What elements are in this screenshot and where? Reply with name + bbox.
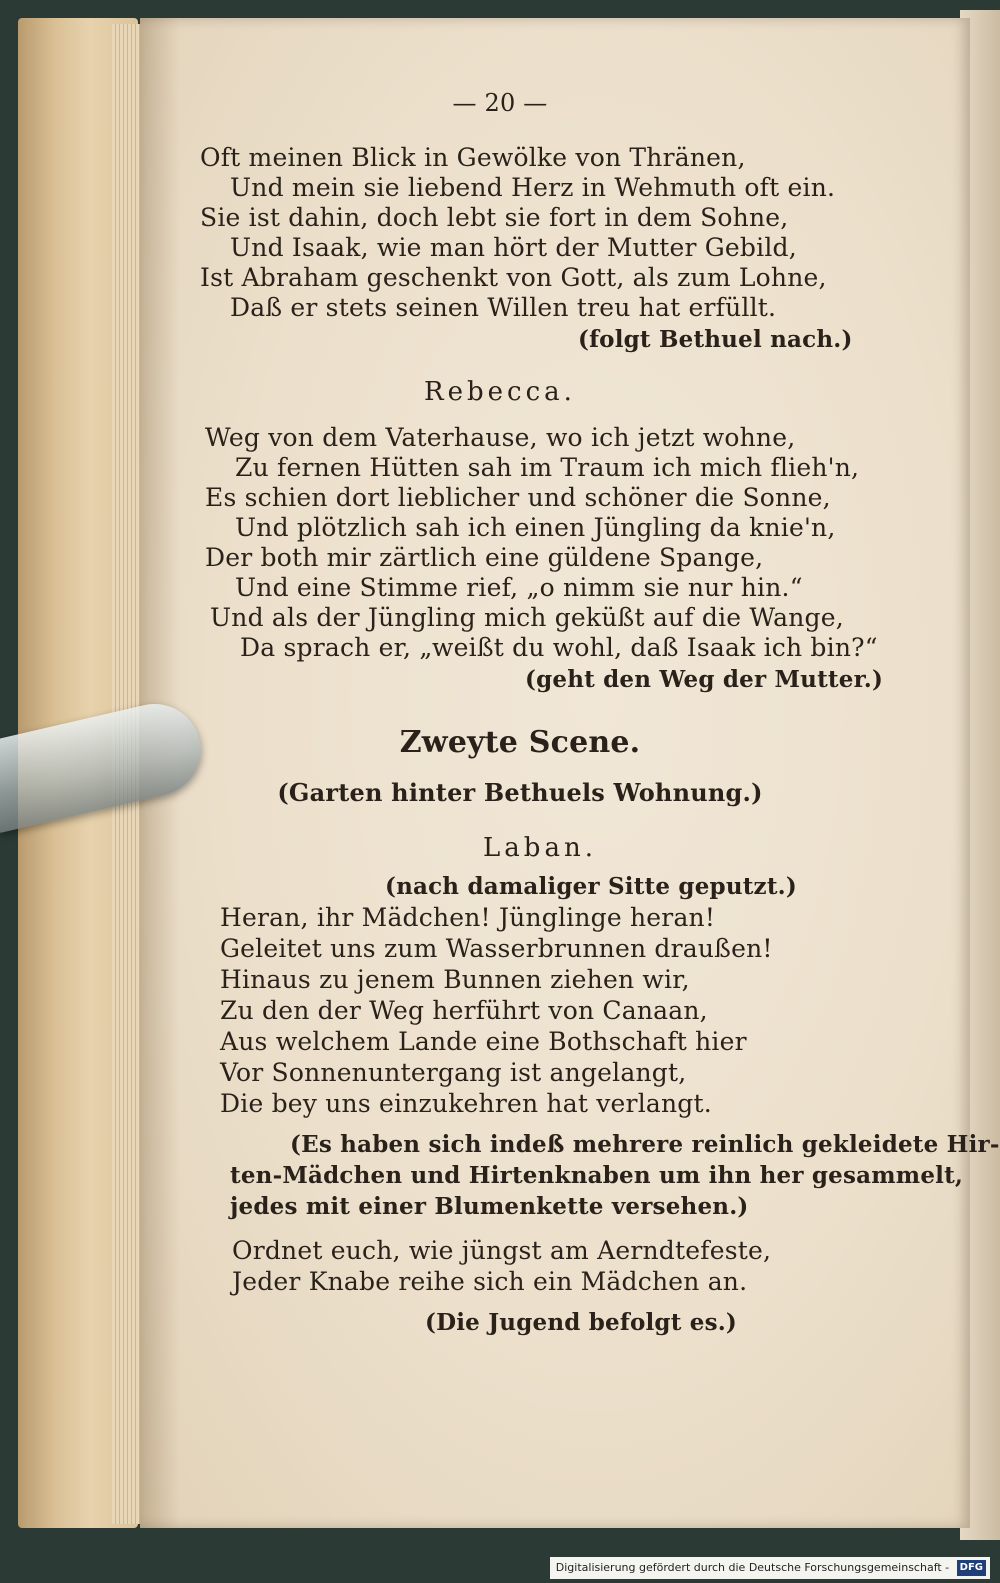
stage-direction: (geht den Weg der Mutter.): [525, 666, 884, 693]
verse-line: Oft meinen Blick in Gewölke von Thränen,: [200, 143, 746, 172]
verse-line: Zu fernen Hütten sah im Traum ich mich flieh'n,: [235, 453, 860, 482]
stage-direction: (folgt Bethuel nach.): [578, 326, 853, 353]
digitization-credit: [550, 1557, 990, 1579]
verse-line: Heran, ihr Mädchen! Jünglinge heran!: [220, 903, 716, 932]
verse-line: Hinaus zu jenem Bunnen ziehen wir,: [220, 965, 690, 994]
verse-line: Die bey uns einzukehren hat verlangt.: [220, 1089, 712, 1118]
stage-direction: (Die Jugend befolgt es.): [425, 1309, 738, 1336]
verse-line: Ordnet euch, wie jüngst am Aerndtefeste,: [232, 1236, 772, 1265]
speaker-name: Laban.: [483, 833, 597, 863]
verse-line: Und mein sie liebend Herz in Wehmuth oft ein.: [230, 173, 836, 202]
scene-setting: (Garten hinter Bethuels Wohnung.): [277, 778, 763, 807]
verse-line: Der both mir zärtlich eine güldene Spange,: [205, 543, 764, 572]
verse-line: Geleitet uns zum Wasserbrunnen draußen!: [220, 934, 773, 963]
verse-line: Da sprach er, „weißt du wohl, daß Isaak ich bin?“: [240, 633, 878, 662]
stage-direction: ten-Mädchen und Hirtenknaben um ihn her gesammelt,: [230, 1162, 964, 1189]
verse-line: Vor Sonnenuntergang ist angelangt,: [220, 1058, 687, 1087]
stage-direction: (nach damaliger Sitte geputzt.): [385, 873, 797, 900]
verse-line: Weg von dem Vaterhause, wo ich jetzt wohne,: [205, 423, 796, 452]
page-number: — 20 —: [452, 89, 548, 117]
verse-line: Und plötzlich sah ich einen Jüngling da knie'n,: [235, 513, 836, 542]
speaker-name: Rebecca.: [424, 377, 576, 407]
verse-line: Sie ist dahin, doch lebt sie fort in dem Sohne,: [200, 203, 789, 232]
verse-line: Daß er stets seinen Willen treu hat erfüllt.: [230, 293, 777, 322]
verse-line: Und eine Stimme rief, „o nimm sie nur hin.“: [235, 573, 803, 602]
verse-line: Es schien dort lieblicher und schöner die Sonne,: [205, 483, 831, 512]
credit-text: Digitalisierung gefördert durch die Deutsche Forschungsgemeinschaft -: [555, 1561, 950, 1574]
stage-direction: jedes mit einer Blumenkette versehen.): [230, 1193, 749, 1220]
verse-line: Und als der Jüngling mich geküßt auf die Wange,: [210, 603, 844, 632]
verse-line: Und Isaak, wie man hört der Mutter Gebild,: [230, 233, 797, 262]
verse-line: Jeder Knabe reihe sich ein Mädchen an.: [232, 1267, 748, 1296]
dfg-logo: DFG: [957, 1560, 986, 1576]
verse-line: Ist Abraham geschenkt von Gott, als zum Lohne,: [200, 263, 827, 292]
stage-direction: (Es haben sich indeß mehrere reinlich gekleidete Hir-: [290, 1131, 1000, 1158]
scene-title: Zweyte Scene.: [399, 725, 641, 760]
verse-line: Zu den der Weg herführt von Canaan,: [220, 996, 708, 1025]
verse-line: Aus welchem Lande eine Bothschaft hier: [220, 1027, 747, 1056]
